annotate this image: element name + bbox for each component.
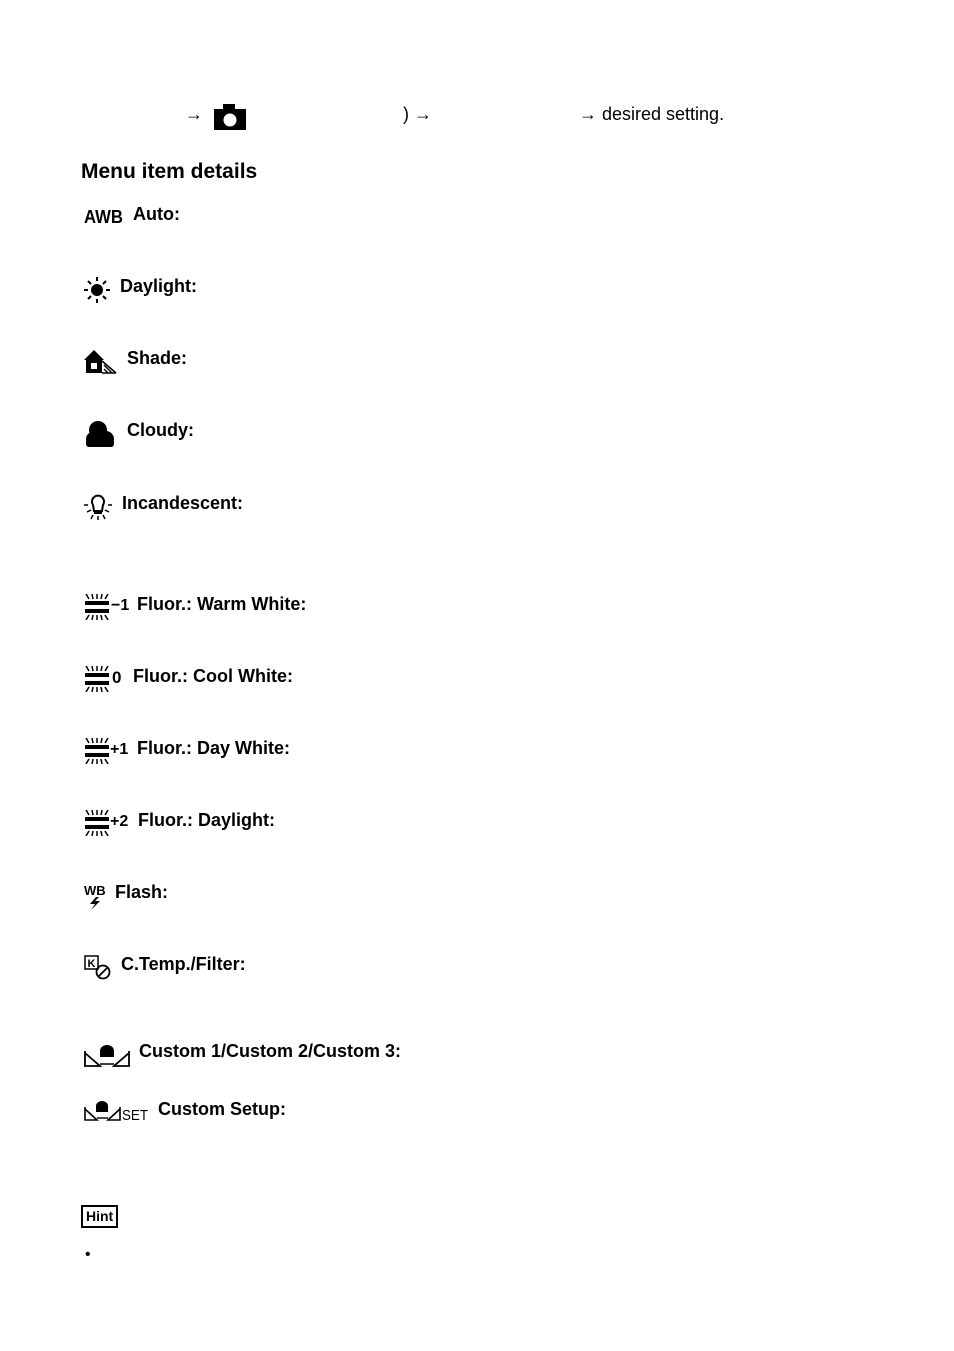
- shade-icon: [84, 348, 118, 379]
- hint-badge: Hint: [81, 1205, 118, 1228]
- custom-setup-icon: [84, 1099, 150, 1128]
- item-label-fluor-warm-white: Fluor.: Warm White:: [137, 594, 307, 614]
- fluor-cool-white-icon-text: 0: [112, 668, 122, 687]
- fluor-daylight-icon: [84, 810, 110, 841]
- custom-icon: [84, 1042, 130, 1073]
- hint-bullet: •: [85, 1246, 91, 1263]
- item-label-custom: Custom 1/Custom 2/Custom 3:: [139, 1041, 402, 1061]
- svg-text:K: K: [87, 958, 96, 970]
- nav-arrow: →: [185, 104, 203, 124]
- incandescent-icon: [84, 492, 112, 525]
- camera-icon: [214, 104, 246, 135]
- fluor-warm-white-icon-text: −1: [111, 597, 130, 614]
- fluor-daylight-icon-text: +2: [110, 813, 129, 830]
- nav-paren-arrow: ) →: [403, 104, 432, 124]
- item-label-auto: Auto:: [133, 204, 180, 224]
- color-temp-filter-icon: [84, 955, 112, 986]
- item-label-custom-setup: Custom Setup:: [158, 1099, 286, 1119]
- svg-text:AWB: AWB: [84, 207, 123, 226]
- item-label-incandescent: Incandescent:: [122, 493, 244, 513]
- item-label-shade: Shade:: [127, 348, 188, 368]
- flash-wb-icon: [84, 882, 108, 915]
- fluor-warm-white-icon: [84, 594, 110, 625]
- cloudy-icon: [84, 420, 116, 453]
- item-label-cloudy: Cloudy:: [127, 420, 194, 440]
- item-label-daylight: Daylight:: [120, 276, 198, 296]
- svg-text:WB: WB: [84, 883, 106, 898]
- section-title: Menu item details: [81, 160, 258, 183]
- item-label-fluor-day-white: Fluor.: Day White:: [137, 738, 290, 758]
- item-label-fluor-cool-white: Fluor.: Cool White:: [133, 666, 293, 686]
- item-label-flash: Flash:: [115, 882, 169, 902]
- fluor-day-white-icon-text: +1: [110, 741, 129, 758]
- daylight-icon: [84, 277, 110, 308]
- nav-desired-setting: → desired setting.: [579, 104, 725, 124]
- svg-text:SET: SET: [122, 1107, 148, 1123]
- item-label-fluor-daylight: Fluor.: Daylight:: [138, 810, 275, 830]
- fluor-day-white-icon: [84, 738, 110, 769]
- item-label-c-temp-filter: C.Temp./Filter:: [121, 954, 246, 974]
- awb-icon: [84, 206, 124, 231]
- fluor-cool-white-icon: [84, 666, 110, 697]
